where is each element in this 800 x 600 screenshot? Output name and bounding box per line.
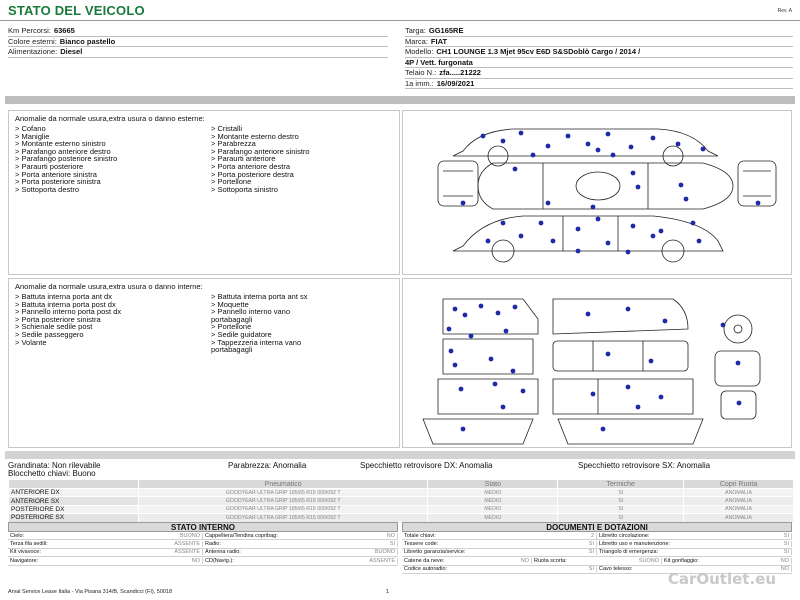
table-row bbox=[9, 497, 794, 505]
tyre-model: GOODYEAR ULTRA GRIP 185/65 R15 000/092 T bbox=[138, 505, 428, 513]
info-label: Telaio N.: bbox=[405, 68, 437, 78]
field-pair bbox=[203, 549, 398, 555]
field-label: Libretto uso e manutenzione: bbox=[599, 541, 670, 548]
documenti-title: DOCUMENTI E DOTAZIONI bbox=[402, 522, 792, 532]
list-item: > Porta anteriore destra bbox=[211, 161, 291, 171]
vehicle-info-left bbox=[8, 26, 388, 58]
field-pair bbox=[597, 533, 792, 539]
list-item: > Cristalli bbox=[211, 124, 243, 133]
field-value: NO bbox=[386, 532, 395, 539]
internal-list-col2 bbox=[211, 293, 308, 354]
info-value: 4P / Vett. furgonata bbox=[405, 57, 473, 67]
table-row bbox=[8, 532, 398, 540]
field-value: SI bbox=[389, 541, 395, 548]
field-label: Tessere code: bbox=[404, 541, 439, 548]
list-item: > Battuta interna porta ant dx bbox=[15, 292, 112, 301]
field-value: SI bbox=[783, 532, 789, 539]
info-row-telaio bbox=[405, 68, 793, 79]
tyre-position: ANTERIORE SX bbox=[9, 497, 139, 505]
table-row bbox=[402, 557, 792, 565]
list-item: > Cofano bbox=[15, 124, 46, 133]
external-list-col1 bbox=[15, 125, 117, 193]
watermark-logo: CarOutlet.eu bbox=[667, 570, 776, 588]
info-row-alimentazione bbox=[8, 47, 388, 58]
field-value: NO bbox=[191, 557, 200, 564]
external-anomalies-title: Anomalie da normale usura,extra usura o danno esterne: bbox=[15, 114, 205, 123]
field-value: BUONO bbox=[179, 532, 200, 539]
tyre-model: GOODYEAR ULTRA GRIP 185/65 R15 000/092 T bbox=[138, 497, 428, 505]
field-label: Terza fila sedili: bbox=[10, 541, 48, 548]
internal-anomalies-title: Anomalie da normale usura,extra usura o danno interne: bbox=[15, 282, 203, 291]
field-pair bbox=[402, 558, 532, 564]
blocchetto-chiavi-text: Blocchetto chiavi: Buono bbox=[8, 469, 96, 478]
field-value: SI bbox=[783, 541, 789, 548]
column-header bbox=[9, 480, 139, 489]
list-item: > Paraurti posteriore bbox=[15, 161, 84, 171]
tyres-header-row bbox=[9, 480, 794, 489]
info-label: Marca: bbox=[405, 36, 428, 46]
field-pair bbox=[8, 558, 203, 564]
field-pair bbox=[8, 541, 203, 547]
column-header: Termiche bbox=[558, 480, 684, 489]
list-item: > Parafango anteriore destro bbox=[15, 146, 111, 156]
tyre-stato: MEDIO bbox=[428, 497, 558, 505]
external-list-col2 bbox=[211, 125, 310, 193]
info-value: GG165RE bbox=[428, 26, 464, 36]
parabrezza-text: Parabrezza: Anomalia bbox=[228, 461, 307, 470]
table-row bbox=[9, 505, 794, 513]
field-label: Cappelliera/Tendina copribag: bbox=[205, 532, 278, 539]
external-anomalies-panel bbox=[8, 110, 400, 275]
field-label: Libretto circolazione: bbox=[599, 532, 650, 539]
list-item: > Paraurti anteriore bbox=[211, 154, 276, 164]
field-pair bbox=[8, 533, 203, 539]
list-item: > Sedile passeggero bbox=[15, 329, 84, 339]
table-row bbox=[8, 549, 398, 557]
tyre-termiche: SI bbox=[558, 505, 684, 513]
tyre-copri-ruota: ANOMALIA bbox=[684, 497, 794, 505]
field-value: BUONO bbox=[374, 549, 395, 556]
list-item: > Parabrezza bbox=[211, 139, 256, 149]
info-value: 16/09/2021 bbox=[436, 78, 475, 88]
field-label: Navigatore: bbox=[10, 557, 39, 564]
list-item: > Battuta interna porta post dx bbox=[15, 299, 116, 309]
car-exterior-drawing bbox=[403, 111, 793, 276]
list-item: > Sottoporta destro bbox=[15, 184, 79, 194]
specchietto-sx-text: Specchietto retrovisore SX: Anomalia bbox=[578, 461, 711, 470]
internal-anomalies-panel bbox=[8, 278, 400, 448]
table-row bbox=[402, 549, 792, 557]
grandinata-text: Grandinata: Non rilevabile bbox=[8, 461, 101, 470]
field-pair bbox=[402, 541, 597, 547]
section-separator bbox=[5, 96, 795, 104]
tyre-stato: MEDIO bbox=[428, 489, 558, 497]
page-title: STATO DEL VEICOLO bbox=[8, 3, 145, 18]
list-item: > Parafango posteriore sinistro bbox=[15, 154, 118, 164]
list-item: portabagagli bbox=[211, 345, 253, 355]
list-item: > Sedile guidatore bbox=[211, 329, 272, 339]
info-row-colore bbox=[8, 37, 388, 48]
field-label: Cavo telesso: bbox=[599, 566, 633, 573]
list-item: > Porta posteriore destra bbox=[211, 169, 294, 179]
table-row bbox=[9, 489, 794, 497]
field-value: 2 bbox=[590, 532, 594, 539]
list-item: > Porta posteriore sinistra bbox=[15, 177, 101, 187]
info-value: Diesel bbox=[60, 47, 83, 57]
list-item: > Moquette bbox=[211, 299, 249, 309]
field-pair bbox=[402, 549, 597, 555]
tyre-model: GOODYEAR ULTRA GRIP 185/65 R15 000/092 T bbox=[138, 489, 428, 497]
tyre-stato: MEDIO bbox=[428, 514, 558, 522]
info-value: zfa.....21222 bbox=[439, 68, 481, 78]
column-header: Copri Ruota bbox=[684, 480, 794, 489]
list-item: > Sottoporta sinistro bbox=[211, 184, 278, 194]
field-value: SI bbox=[783, 549, 789, 556]
field-label: CD(Navig.): bbox=[205, 557, 234, 564]
field-label: Totale chiavi: bbox=[404, 532, 436, 539]
field-pair bbox=[402, 566, 597, 572]
vehicle-info-right bbox=[405, 26, 793, 89]
field-label: Kit gonfiaggio: bbox=[664, 557, 699, 564]
list-item: > Pannello interno vano bbox=[211, 307, 291, 317]
field-label: Triangolo di emergenza: bbox=[599, 549, 659, 556]
list-item: > Maniglie bbox=[15, 131, 50, 141]
info-row-targa bbox=[405, 26, 793, 37]
field-pair bbox=[597, 549, 792, 555]
internal-damage-diagram bbox=[402, 278, 792, 448]
table-row bbox=[8, 540, 398, 548]
tyre-model: GOODYEAR ULTRA GRIP 185/65 R15 000/092 T bbox=[138, 514, 428, 522]
tyre-termiche: SI bbox=[558, 489, 684, 497]
field-pair bbox=[532, 558, 662, 564]
info-value: 63665 bbox=[53, 26, 75, 36]
stato-interno-section bbox=[8, 522, 398, 566]
field-value: NO bbox=[780, 566, 789, 573]
field-value: NO bbox=[780, 557, 789, 564]
field-pair bbox=[8, 549, 203, 555]
tyre-termiche: SI bbox=[558, 497, 684, 505]
list-item: > Portellone bbox=[211, 177, 252, 187]
tyre-copri-ruota: ANOMALIA bbox=[684, 489, 794, 497]
field-value: SI bbox=[588, 541, 594, 548]
info-label: Targa: bbox=[405, 26, 426, 36]
field-pair bbox=[203, 533, 398, 539]
list-item: > Porta anteriore sinistra bbox=[15, 169, 97, 179]
field-label: Libretto garanzia/service: bbox=[404, 549, 466, 556]
page-number: 1 bbox=[386, 589, 390, 595]
list-item: > Battuta interna porta ant sx bbox=[211, 292, 308, 301]
list-item: > Portellone bbox=[211, 322, 252, 332]
field-value: NO bbox=[520, 557, 529, 564]
documenti-section bbox=[402, 522, 792, 574]
field-value: SI bbox=[588, 566, 594, 573]
field-pair bbox=[662, 558, 792, 564]
info-value: Bianco pastello bbox=[59, 36, 116, 46]
tyre-position: POSTERIORE SX bbox=[9, 514, 139, 522]
internal-list-col1 bbox=[15, 293, 121, 346]
column-header: Stato bbox=[428, 480, 558, 489]
tyres-table bbox=[8, 479, 794, 523]
field-label: Kit vivavoce: bbox=[10, 549, 41, 556]
field-label: Cielo: bbox=[10, 532, 25, 539]
list-item: > Montante esterno destro bbox=[211, 131, 299, 141]
info-row-marca bbox=[405, 37, 793, 48]
column-header: Pneumatico bbox=[138, 480, 428, 489]
table-row bbox=[402, 532, 792, 540]
field-value: SUONO bbox=[638, 557, 659, 564]
list-item: > Porta posteriore sinistra bbox=[15, 314, 101, 324]
list-item: > Volante bbox=[15, 337, 47, 347]
info-value: CH1 LOUNGE 1.3 Mjet 95cv E6D S&SDoblò Cargo / 2014 / bbox=[436, 47, 641, 57]
summary-separator bbox=[5, 451, 795, 459]
field-label: Catene da neve: bbox=[404, 557, 445, 564]
car-interior-drawing bbox=[403, 279, 793, 449]
field-pair bbox=[203, 558, 398, 564]
info-row-km bbox=[8, 26, 388, 37]
stato-interno-title: STATO INTERNO bbox=[8, 522, 398, 532]
info-label: Km Percorsi: bbox=[8, 26, 51, 36]
tyre-copri-ruota: ANOMALIA bbox=[684, 514, 794, 522]
field-label: Radio: bbox=[205, 541, 221, 548]
table-row bbox=[9, 514, 794, 522]
field-pair bbox=[402, 533, 597, 539]
footer-company: Arval Service Lease Italia - Via Pisana 314/B, Scandicci (FI), 50018 bbox=[8, 589, 173, 595]
info-label: Modello: bbox=[405, 47, 434, 57]
field-label: Antenna radio: bbox=[205, 549, 241, 556]
field-value: ASSENTE bbox=[174, 549, 200, 556]
tyre-stato: MEDIO bbox=[428, 505, 558, 513]
list-item: > Schienale sedile post bbox=[15, 322, 93, 332]
field-pair bbox=[203, 541, 398, 547]
list-item: > Montante esterno sinistro bbox=[15, 139, 106, 149]
table-row bbox=[402, 540, 792, 548]
info-label: 1a imm.: bbox=[405, 78, 434, 88]
info-row-modello-cont bbox=[405, 58, 793, 69]
list-item: > Parafango anteriore sinistro bbox=[211, 146, 310, 156]
field-value: SI bbox=[588, 549, 594, 556]
tyre-position: ANTERIORE DX bbox=[9, 489, 139, 497]
list-item: > Tappezzeria interna vano bbox=[211, 337, 302, 347]
tyre-termiche: SI bbox=[558, 514, 684, 522]
info-row-immatricolazione bbox=[405, 79, 793, 90]
revision-label: Rev. A bbox=[777, 8, 792, 14]
field-label: Codice autoradio: bbox=[404, 566, 448, 573]
list-item: > Pannello interno porta post dx bbox=[15, 307, 122, 317]
field-label: Ruota scorta: bbox=[534, 557, 567, 564]
title-divider bbox=[0, 20, 800, 21]
info-label: Alimentazione: bbox=[8, 47, 58, 57]
info-value: FIAT bbox=[430, 36, 448, 46]
external-damage-diagram bbox=[402, 110, 792, 275]
info-label: Colore esterni: bbox=[8, 36, 57, 46]
field-pair bbox=[597, 541, 792, 547]
tyre-position: POSTERIORE DX bbox=[9, 505, 139, 513]
table-row bbox=[8, 557, 398, 565]
specchietto-dx-text: Specchietto retrovisore DX: Anomalia bbox=[360, 461, 493, 470]
info-row-modello bbox=[405, 47, 793, 58]
list-item: portabagagli bbox=[211, 314, 253, 324]
tyre-copri-ruota: ANOMALIA bbox=[684, 505, 794, 513]
field-value: ASSENTE bbox=[174, 541, 200, 548]
field-value: ASSENTE bbox=[369, 557, 395, 564]
